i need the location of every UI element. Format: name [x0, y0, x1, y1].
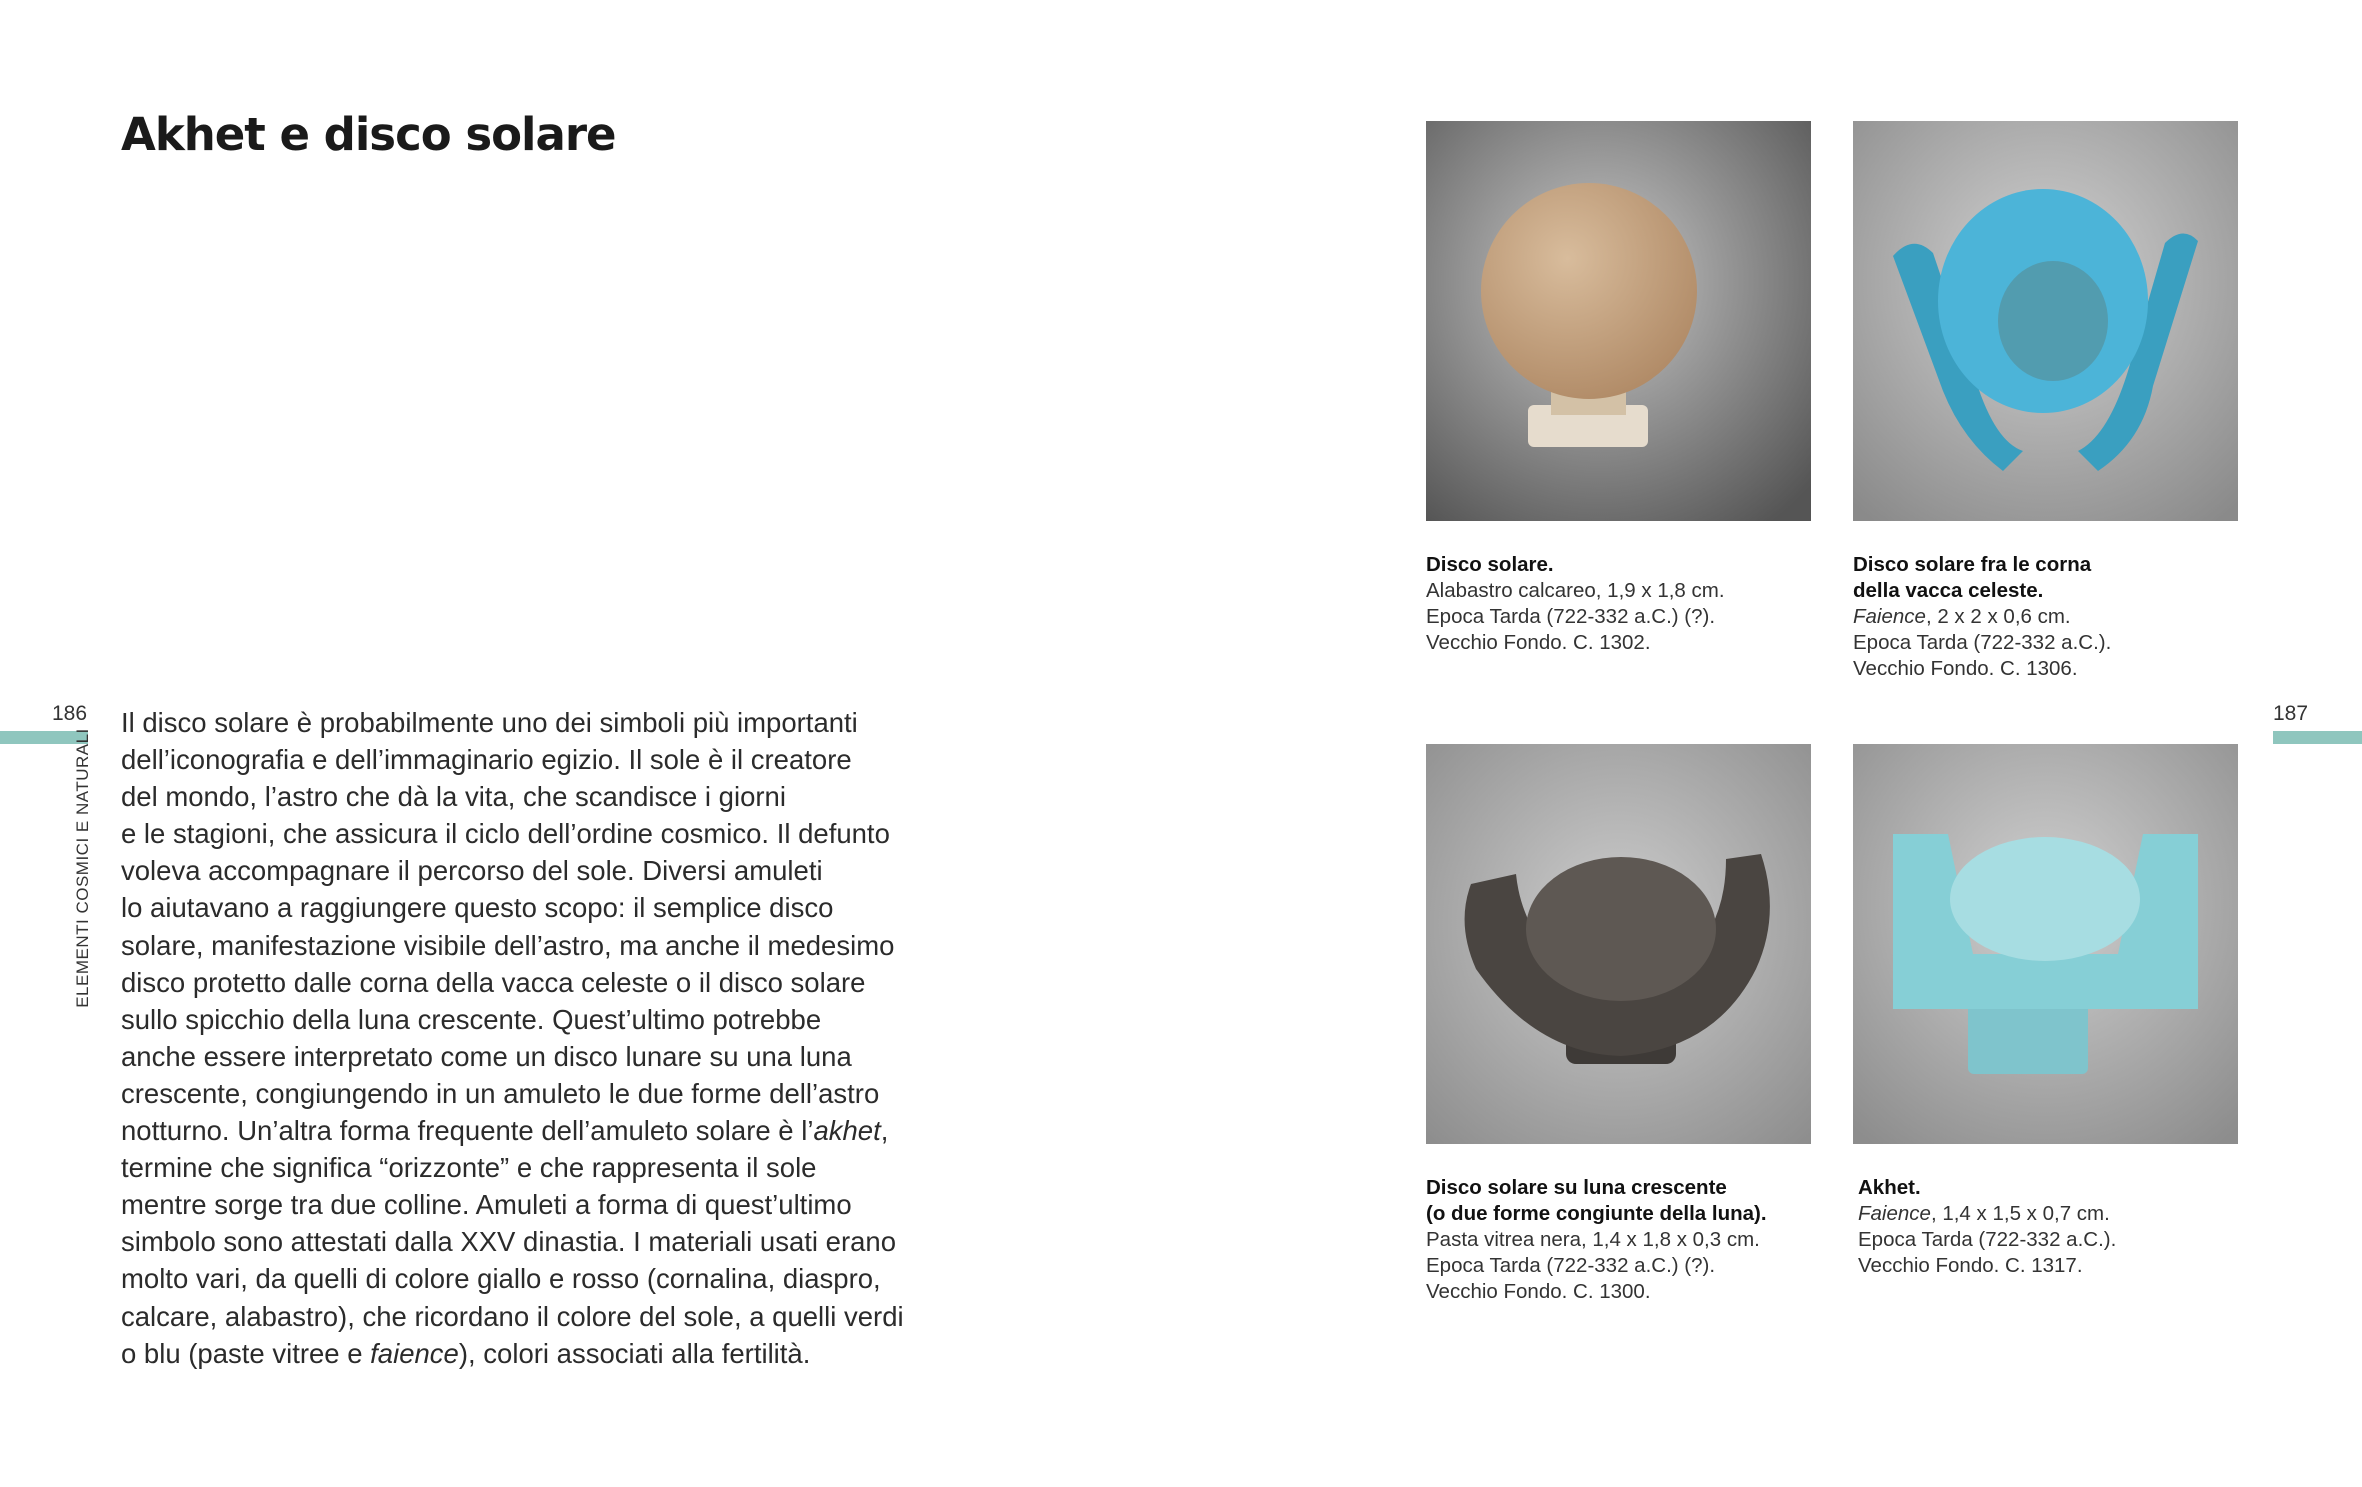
body-text-line: disco protetto dalle corna della vacca celeste o il disco solare [121, 966, 866, 998]
caption-akhet [1858, 1175, 2218, 1279]
body-text-line: lo aiutavano a raggiungere questo scopo: il semplice disco [121, 892, 834, 924]
caption-line: Vecchio Fondo. C. 1306. [1853, 657, 2078, 680]
body-text-line: o blu (paste vitree e faience), colori associati alla fertilità. [121, 1337, 811, 1369]
body-text-line: dell’iconografia e dell’immaginario egizio. Il sole è il creatore [121, 744, 852, 776]
body-text-line: del mondo, l’astro che dà la vita, che scandisce i giorni [121, 781, 786, 813]
body-text-line: e le stagioni, che assicura il ciclo dell’ordine cosmico. Il defunto [121, 818, 890, 850]
photo-akhet [1853, 744, 2238, 1144]
page-title: Akhet e disco solare [121, 108, 616, 161]
page-number-left: 186 [52, 702, 88, 725]
caption-title: Akhet. [1858, 1176, 1921, 1199]
body-text-line: mentre sorge tra due colline. Amuleti a forma di quest’ultimo [121, 1189, 852, 1221]
body-text-line: Il disco solare è probabilmente uno dei simboli più importanti [121, 707, 858, 738]
caption-line: Epoca Tarda (722-332 a.C.). [1853, 631, 2112, 654]
caption-line: Epoca Tarda (722-332 a.C.) (?). [1426, 1254, 1716, 1277]
caption-line: Vecchio Fondo. C. 1302. [1426, 631, 1651, 654]
photo-disco-solare [1426, 121, 1811, 521]
caption-disco-solare [1426, 552, 1786, 656]
running-head: ELEMENTI COSMICI E NATURALI [73, 728, 92, 1008]
body-text-line: solare, manifestazione visibile dell’astro, ma anche il medesimo [121, 929, 895, 961]
caption-title: della vacca celeste. [1853, 579, 2044, 602]
caption-line: Vecchio Fondo. C. 1317. [1858, 1254, 2083, 1277]
photo-disco-luna-crescente [1426, 744, 1811, 1144]
body-text-line: termine che significa “orizzonte” e che rappresenta il sole [121, 1152, 817, 1184]
caption-disco-luna-crescente [1426, 1175, 1786, 1305]
body-text-line: calcare, alabastro), che ricordano il colore del sole, a quelli verdi [121, 1300, 904, 1332]
caption-line: Pasta vitrea nera, 1,4 x 1,8 x 0,3 cm. [1426, 1228, 1760, 1251]
caption-line: Epoca Tarda (722-332 a.C.). [1858, 1228, 2117, 1251]
body-text-line: notturno. Un’altra forma frequente dell’amuleto solare è l’akhet, [121, 1115, 889, 1147]
caption-dimensions: , 2 x 2 x 0,6 cm. [1925, 605, 2071, 628]
caption-material: Faience [1858, 1202, 1931, 1225]
body-text-line: molto vari, da quelli di colore giallo e rosso (cornalina, diaspro, [121, 1263, 881, 1295]
caption-title: Disco solare fra le corna [1853, 553, 2092, 576]
caption-title: (o due forme congiunte della luna). [1426, 1202, 1767, 1225]
caption-line [1853, 604, 2213, 630]
page-number-right: 187 [2273, 702, 2309, 725]
caption-dimensions: , 1,4 x 1,5 x 0,7 cm. [1930, 1202, 2110, 1225]
caption-material: Faience [1853, 605, 1926, 628]
body-text-line: voleva accompagnare il percorso del sole. Diversi amuleti [121, 855, 823, 887]
body-text-line: crescente, congiungendo in un amuleto le due forme dell’astro [121, 1077, 880, 1109]
caption-disco-vacca-celeste [1853, 552, 2213, 682]
body-text-line: anche essere interpretato come un disco lunare su una luna [121, 1040, 852, 1072]
caption-title: Disco solare su luna crescente [1426, 1176, 1727, 1199]
accent-band-right [2273, 731, 2362, 744]
caption-line [1858, 1201, 2218, 1227]
caption-line: Alabastro calcareo, 1,9 x 1,8 cm. [1426, 579, 1725, 602]
body-text-line: simbolo sono attestati dalla XXV dinastia. I materiali usati erano [121, 1226, 896, 1258]
photo-disco-vacca-celeste [1853, 121, 2238, 521]
body-text-line: sullo spicchio della luna crescente. Quest’ultimo potrebbe [121, 1003, 822, 1035]
caption-line: Vecchio Fondo. C. 1300. [1426, 1280, 1651, 1303]
caption-line: Epoca Tarda (722-332 a.C.) (?). [1426, 605, 1716, 628]
caption-title: Disco solare. [1426, 553, 1554, 576]
body-text [121, 704, 951, 1372]
